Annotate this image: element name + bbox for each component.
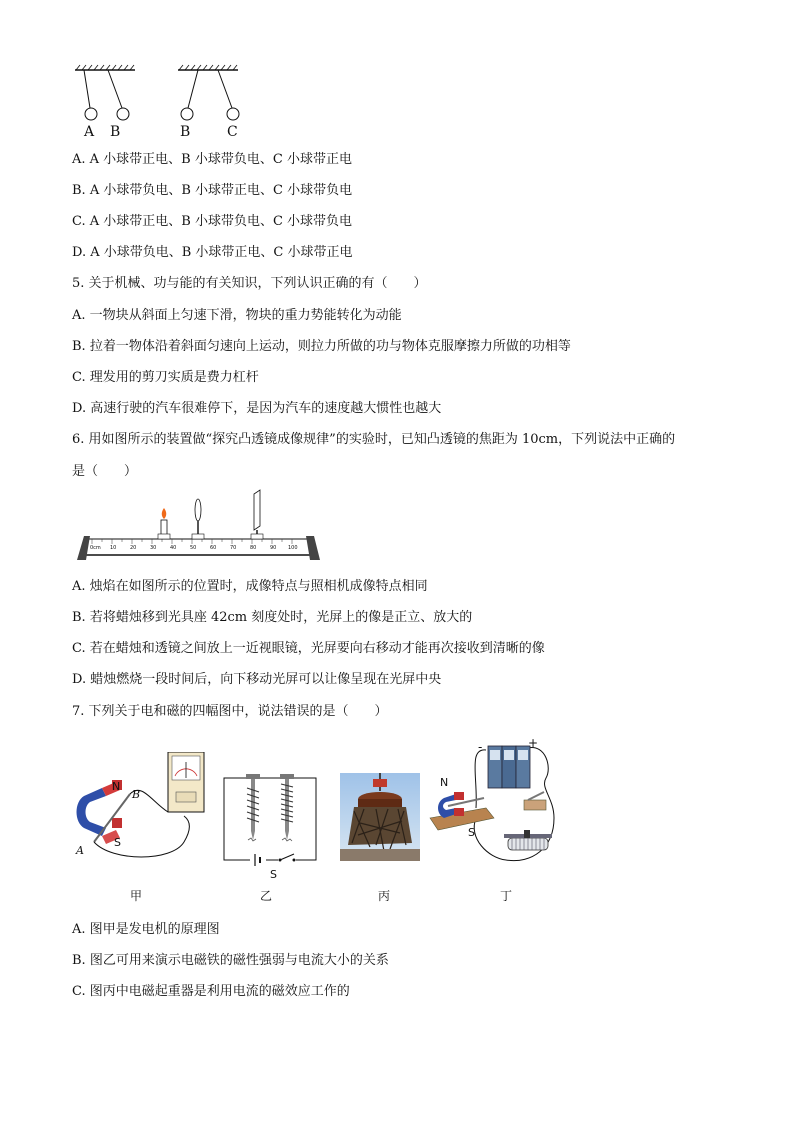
ball-label-b-left: B <box>110 124 121 140</box>
q4-option-a: A. A 小球带正电、B 小球带负电、C 小球带正电 <box>72 152 352 167</box>
q5-option-c: C. 理发用的剪刀实质是费力杠杆 <box>72 370 259 385</box>
q6-option-a: A. 烛焰在如图所示的位置时，成像特点与照相机成像特点相同 <box>72 579 428 594</box>
q4-option-d: D. A 小球带负电、B 小球带正电、C 小球带正电 <box>72 245 353 260</box>
figure-yi-drawing <box>222 770 322 870</box>
ball-label-a: A <box>84 124 95 140</box>
jia-label-b: B <box>132 788 141 801</box>
ball-label-b-right: B <box>180 124 191 140</box>
q6-option-d: D. 蜡烛燃烧一段时间后，向下移动光屏可以让像呈现在光屏中央 <box>72 672 442 687</box>
ruler-tick-label: 70 <box>230 545 237 551</box>
jia-label-n: N <box>112 780 121 793</box>
ding-label-minus: - <box>478 740 483 754</box>
ruler-tick-label: 20 <box>130 545 137 551</box>
q6-stem-line1: 6. 用如图所示的装置做“探究凸透镜成像规律”的实验时，已知凸透镜的焦距为 10cm，下列说法中正确的 <box>72 432 676 447</box>
optical-bench-drawing <box>74 488 324 568</box>
q5-option-d: D. 高速行驶的汽车很难停下，是因为汽车的速度越大惯性也越大 <box>72 401 442 416</box>
caption-jia: 甲 <box>130 889 143 903</box>
q4-option-c: C. A 小球带正电、B 小球带负电、C 小球带负电 <box>72 214 353 229</box>
yi-label-s: S <box>270 868 277 881</box>
ding-label-n: N <box>440 776 449 789</box>
optical-bench-figure <box>74 488 324 568</box>
q6-stem-line2: 是（ ） <box>72 464 138 479</box>
caption-yi: 乙 <box>260 889 273 903</box>
q7-option-b: B. 图乙可用来演示电磁铁的磁性强弱与电流大小的关系 <box>72 953 389 968</box>
ruler-tick-label: 40 <box>170 545 177 551</box>
figure-yi <box>222 770 322 880</box>
figure-jia <box>72 752 212 862</box>
ruler-tick-label: 10 <box>110 545 117 551</box>
q7-option-c: C. 图丙中电磁起重器是利用电流的磁效应工作的 <box>72 984 350 999</box>
caption-bing: 丙 <box>378 889 391 903</box>
ruler-tick-label: 50 <box>190 545 197 551</box>
q6-option-c: C. 若在蜡烛和透镜之间放上一近视眼镜，光屏要向右移动才能再次接收到清晰的像 <box>72 641 545 656</box>
ruler-tick-label: 80 <box>250 545 257 551</box>
figure-bing-photo <box>340 773 420 861</box>
q5-option-b: B. 拉着一物体沿着斜面匀速向上运动，则拉力所做的功与物体克服摩擦力所做的功相等 <box>72 339 571 354</box>
figure-jia-drawing <box>72 752 212 862</box>
jia-label-a: A <box>76 844 84 857</box>
q4-option-b: B. A 小球带负电、B 小球带正电、C 小球带负电 <box>72 183 353 198</box>
ruler-tick-label: 60 <box>210 545 217 551</box>
ruler-tick-label: 30 <box>150 545 157 551</box>
ruler-tick-label: 100 <box>288 545 298 551</box>
ruler-scale <box>90 545 315 553</box>
q7-stem: 7. 下列关于电和磁的四幅图中，说法错误的是（ ） <box>72 704 388 719</box>
q5-option-a: A. 一物块从斜面上匀速下滑，物块的重力势能转化为动能 <box>72 308 402 323</box>
figure-ding-drawing <box>428 738 568 868</box>
q6-option-b: B. 若将蜡烛移到光具座 42cm 刻度处时，光屏上的像是正立、放大的 <box>72 610 473 625</box>
q5-stem: 5. 关于机械、功与能的有关知识，下列认识正确的有（ ） <box>72 276 427 291</box>
ruler-tick-label: 90 <box>270 545 277 551</box>
ding-label-plus: + <box>528 736 539 750</box>
crane-photo-drawing <box>340 773 420 861</box>
figure-ding <box>428 738 568 868</box>
ruler-tick-label: 0cm <box>90 545 101 551</box>
ding-label-s: S <box>468 826 475 839</box>
caption-ding: 丁 <box>500 889 513 903</box>
q7-option-a: A. 图甲是发电机的原理图 <box>72 922 220 937</box>
jia-label-s: S <box>114 836 121 849</box>
pendulum-figure <box>70 62 260 142</box>
ball-label-c: C <box>227 124 238 140</box>
